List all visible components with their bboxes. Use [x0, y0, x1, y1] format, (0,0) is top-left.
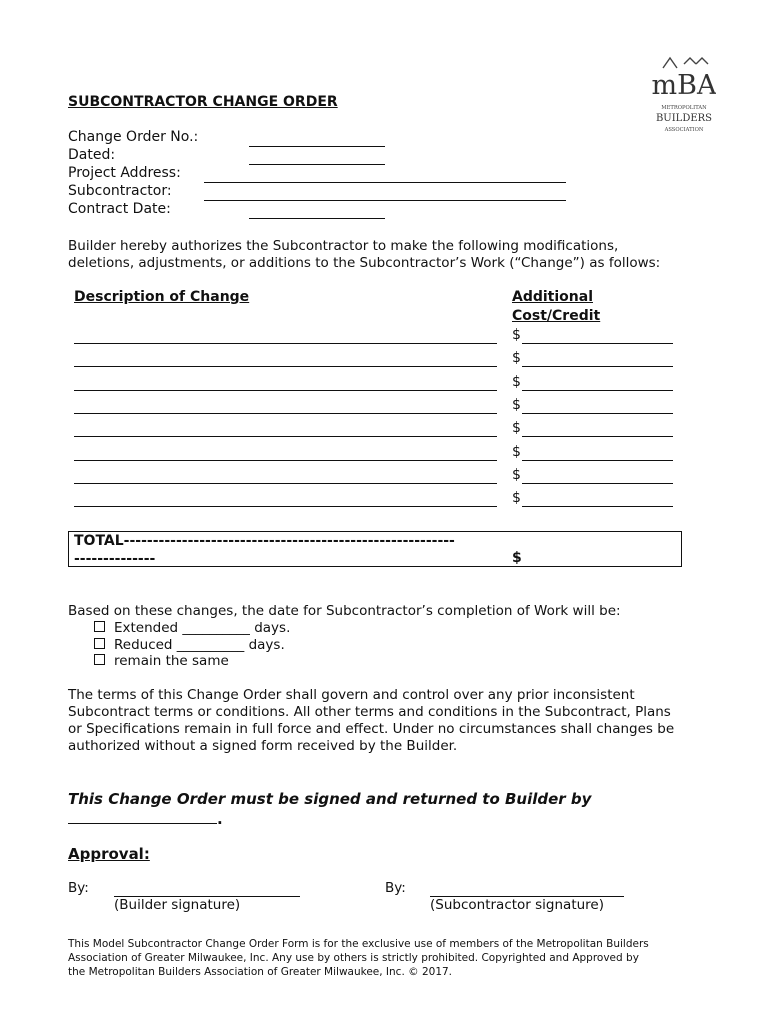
- change-order-no-field[interactable]: [249, 146, 385, 147]
- total-line-1: TOTAL---------------------------------------------------------: [74, 533, 455, 549]
- description-line[interactable]: [74, 390, 497, 391]
- mba-logo: [652, 54, 716, 134]
- subcontractor-by-label: By:: [385, 880, 406, 896]
- option-label: Extended __________ days.: [114, 620, 291, 636]
- cost-header: [512, 288, 600, 326]
- cost-dollar-sign: $: [512, 466, 521, 483]
- description-line[interactable]: [74, 436, 497, 437]
- description-line[interactable]: [74, 460, 497, 461]
- terms-line: authorized without a signed form received by the Builder.: [68, 738, 458, 754]
- form-title: SUBCONTRACTOR CHANGE ORDER: [68, 94, 338, 110]
- project-address-field[interactable]: [204, 182, 566, 183]
- description-header: Description of Change: [74, 289, 250, 305]
- cost-amount-field[interactable]: [522, 483, 673, 484]
- approval-heading: Approval:: [68, 845, 150, 863]
- footer-line: the Metropolitan Builders Association of Greater Milwaukee, Inc. © 2017.: [68, 966, 453, 978]
- footer-notice: [68, 937, 708, 979]
- subcontractor-field[interactable]: [204, 200, 566, 201]
- logo-bottom-text: ASSOCIATION: [664, 127, 704, 133]
- checkbox[interactable]: [94, 621, 105, 632]
- checkbox[interactable]: [94, 638, 105, 649]
- mba-logo-mark: [652, 54, 716, 134]
- total-line-2: --------------: [74, 551, 156, 567]
- logo-main-text: BUILDERS: [655, 113, 713, 124]
- terms-line: or Specifications remain in full force and effect. Under no circumstances shall changes be: [68, 721, 675, 737]
- cost-amount-field[interactable]: [522, 366, 673, 367]
- cost-amount-field[interactable]: [522, 343, 673, 344]
- description-line[interactable]: [74, 343, 497, 344]
- contract-date-field[interactable]: [249, 218, 385, 219]
- option-reduced[interactable]: [94, 637, 285, 654]
- logo-top-text: METROPOLITAN: [661, 105, 707, 111]
- terms-line: Subcontract terms or conditions. All other terms and conditions in the Subcontract, Plans: [68, 704, 671, 720]
- logo-monogram: mBA: [652, 70, 716, 101]
- intro-line: deletions, adjustments, or additions to the Subcontractor’s Work (“Change”) as follows:: [68, 255, 661, 271]
- option-remain-same[interactable]: [94, 653, 229, 670]
- cost-amount-field[interactable]: [522, 506, 673, 507]
- change-order-no-label: Change Order No.:: [68, 129, 199, 145]
- total-amount-field[interactable]: [523, 566, 673, 567]
- footer-line: Association of Greater Milwaukee, Inc. Any use by others is strictly prohibited. Copyrighted and Approved by: [68, 952, 639, 964]
- description-line[interactable]: [74, 366, 497, 367]
- cost-amount-field[interactable]: [522, 413, 673, 414]
- cost-amount-field[interactable]: [522, 436, 673, 437]
- cost-dollar-sign: $: [512, 443, 521, 460]
- dated-label: Dated:: [68, 147, 116, 163]
- total-dollar: $: [512, 550, 522, 566]
- project-address-label: Project Address:: [68, 165, 181, 181]
- description-line[interactable]: [74, 506, 497, 507]
- cost-dollar-sign: $: [512, 396, 521, 413]
- terms-line: The terms of this Change Order shall govern and control over any prior inconsistent: [68, 687, 635, 703]
- total-label: [74, 532, 455, 568]
- footer-line: This Model Subcontractor Change Order Form is for the exclusive use of members of the Metropolitan Builders: [68, 938, 649, 950]
- cost-dollar-sign: $: [512, 373, 521, 390]
- cost-dollar-sign: $: [512, 490, 521, 507]
- builder-signature-caption: (Builder signature): [114, 897, 241, 913]
- must-sign-period: .: [217, 810, 223, 828]
- terms-paragraph: [68, 687, 708, 755]
- intro-line: Builder hereby authorizes the Subcontractor to make the following modifications,: [68, 238, 619, 254]
- cost-amount-field[interactable]: [522, 390, 673, 391]
- cost-dollar-sign: $: [512, 327, 521, 343]
- option-label: remain the same: [114, 653, 229, 669]
- builder-by-label: By:: [68, 880, 89, 896]
- dated-field[interactable]: [249, 164, 385, 165]
- completion-intro: Based on these changes, the date for Subcontractor’s completion of Work will be:: [68, 603, 621, 619]
- cost-dollar-sign: $: [512, 420, 521, 437]
- description-line[interactable]: [74, 483, 497, 484]
- description-line[interactable]: [74, 413, 497, 414]
- intro-paragraph: [68, 238, 708, 272]
- return-by-date-field[interactable]: [68, 823, 217, 824]
- cost-dollar-sign: $: [512, 350, 521, 367]
- subcontractor-label: Subcontractor:: [68, 183, 172, 199]
- option-label: Reduced __________ days.: [114, 637, 285, 653]
- contract-date-label: Contract Date:: [68, 201, 171, 217]
- cost-header-line: Cost/Credit: [512, 308, 601, 324]
- cost-header-line: Additional: [512, 289, 593, 305]
- cost-amount-field[interactable]: [522, 460, 673, 461]
- option-extended[interactable]: [94, 620, 290, 637]
- subcontractor-signature-caption: (Subcontractor signature): [430, 897, 604, 913]
- checkbox[interactable]: [94, 654, 105, 665]
- must-sign-text: This Change Order must be signed and returned to Builder by: [68, 790, 592, 808]
